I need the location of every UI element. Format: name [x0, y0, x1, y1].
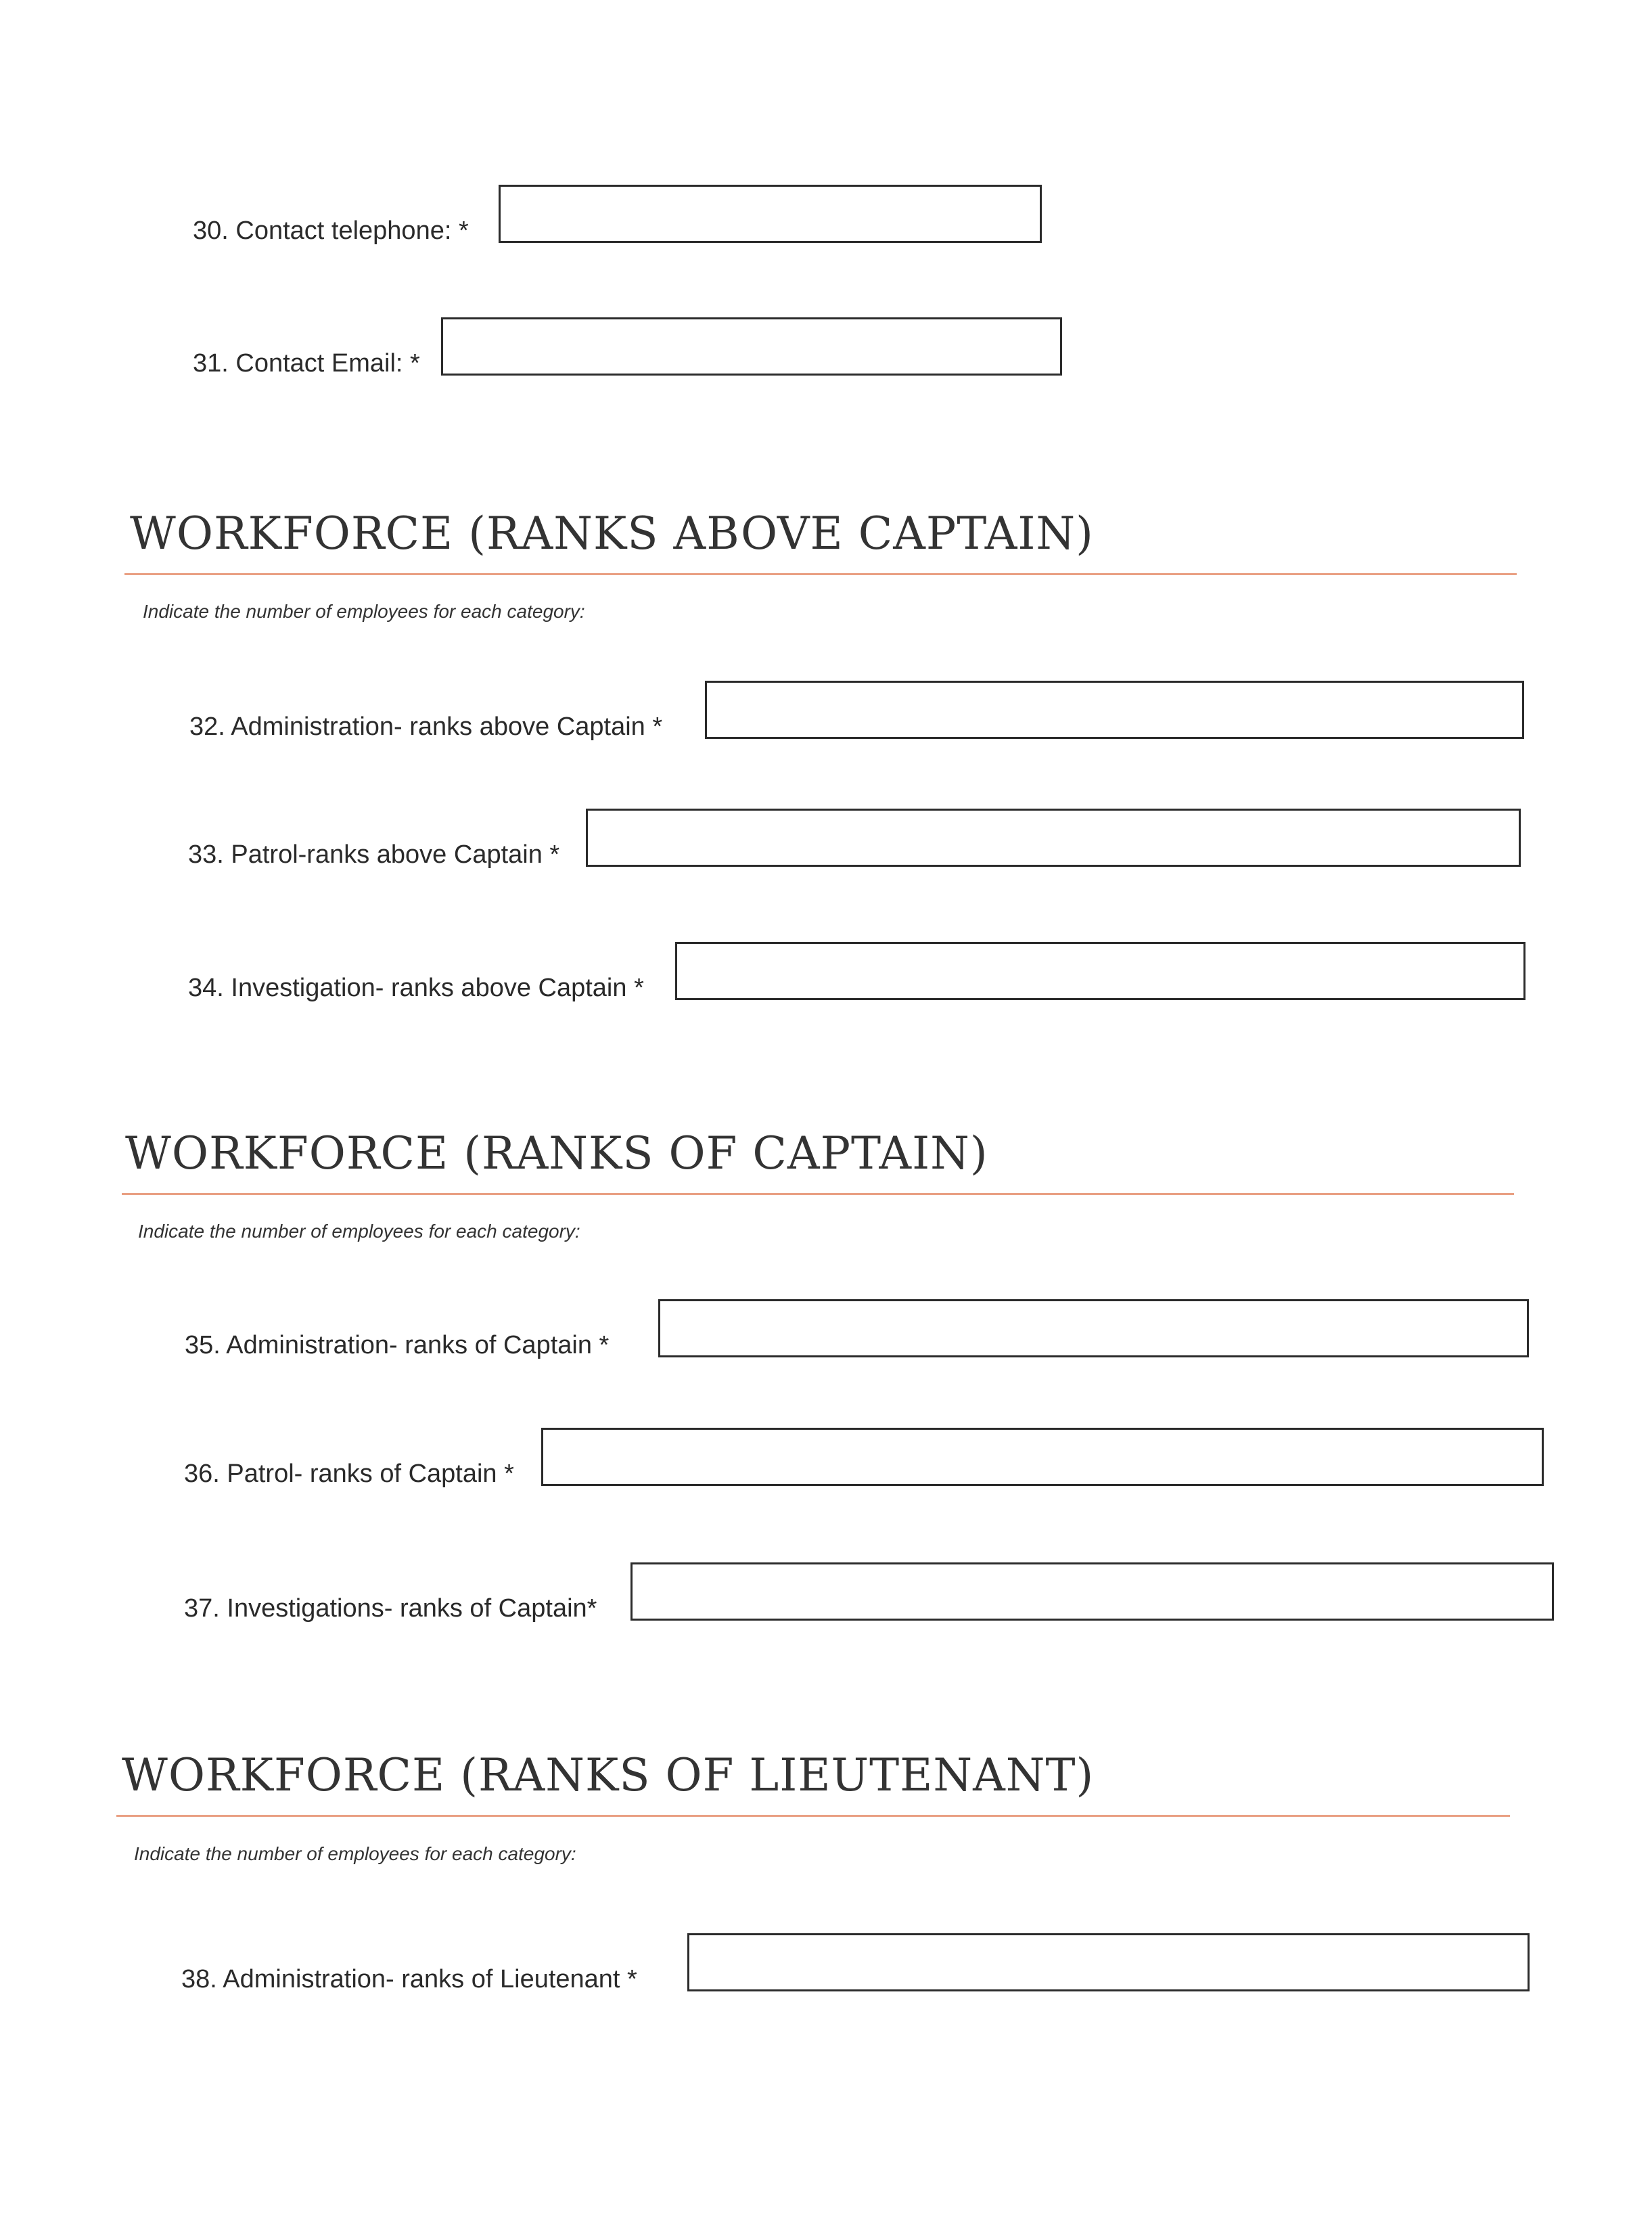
- question-35: [185, 1299, 1529, 1360]
- section-title-of-captain: WORKFORCE (RANKS OF CAPTAIN): [125, 1127, 988, 1179]
- question-32: [189, 681, 1524, 742]
- patrol-above-captain-field[interactable]: [586, 809, 1521, 867]
- administration-above-captain-field[interactable]: [705, 681, 1524, 739]
- question-36-label: 36. Patrol- ranks of Captain *: [184, 1460, 514, 1488]
- section-title-of-lieutenant: WORKFORCE (RANKS OF LIEUTENANT): [122, 1749, 1095, 1801]
- section-rule-above-captain: [124, 573, 1517, 575]
- section-title-above-captain: WORKFORCE (RANKS ABOVE CAPTAIN): [130, 508, 1094, 560]
- contact-telephone-field[interactable]: [499, 185, 1042, 243]
- administration-of-lieutenant-field[interactable]: [687, 1933, 1530, 1991]
- section-hint-of-lieutenant: Indicate the number of employees for each category:: [134, 1843, 576, 1864]
- question-35-label: 35. Administration- ranks of Captain *: [185, 1331, 610, 1359]
- question-34: [188, 942, 1525, 1003]
- question-38: [181, 1933, 1530, 1994]
- question-30: [193, 185, 1042, 246]
- section-hint-above-captain: Indicate the number of employees for each category:: [143, 601, 585, 622]
- question-37: [184, 1562, 1554, 1623]
- investigation-above-captain-field[interactable]: [675, 942, 1525, 1000]
- question-32-label: 32. Administration- ranks above Captain *: [189, 713, 663, 741]
- contact-email-field[interactable]: [441, 317, 1062, 376]
- question-37-label: 37. Investigations- ranks of Captain*: [184, 1594, 597, 1623]
- question-31: [193, 317, 1062, 378]
- section-rule-of-lieutenant: [116, 1815, 1510, 1817]
- question-30-label: 30. Contact telephone: *: [193, 217, 469, 245]
- investigations-of-captain-field[interactable]: [630, 1562, 1554, 1621]
- question-33-label: 33. Patrol-ranks above Captain *: [188, 840, 560, 869]
- question-34-label: 34. Investigation- ranks above Captain *: [188, 974, 644, 1002]
- section-rule-of-captain: [122, 1193, 1514, 1195]
- patrol-of-captain-field[interactable]: [541, 1428, 1544, 1486]
- question-38-label: 38. Administration- ranks of Lieutenant *: [181, 1965, 637, 1993]
- question-31-label: 31. Contact Email: *: [193, 349, 420, 378]
- administration-of-captain-field[interactable]: [658, 1299, 1529, 1357]
- question-33: [188, 809, 1521, 870]
- question-36: [184, 1428, 1544, 1489]
- section-hint-of-captain: Indicate the number of employees for each category:: [138, 1221, 580, 1242]
